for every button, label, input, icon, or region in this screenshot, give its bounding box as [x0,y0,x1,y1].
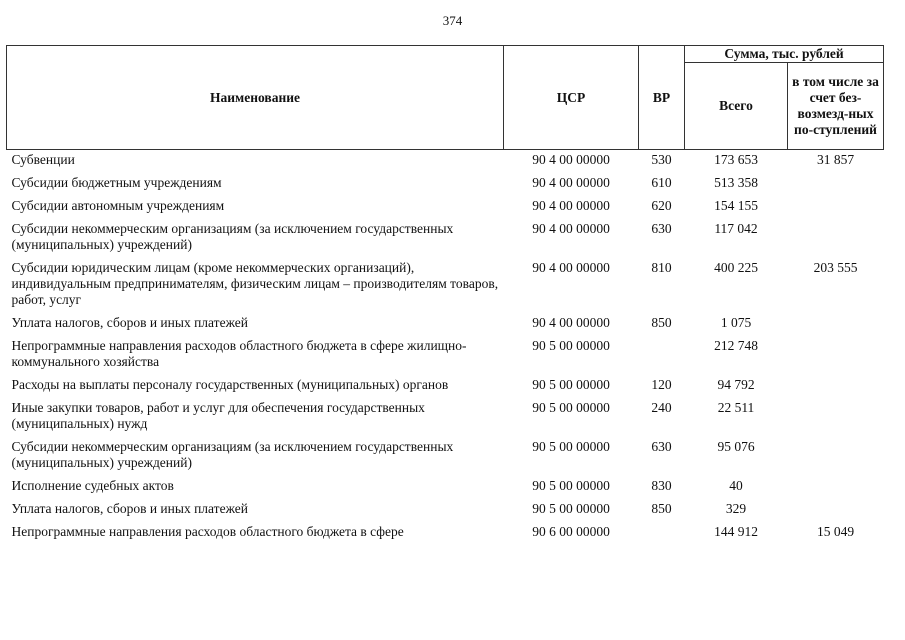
cell-csr: 90 5 00 00000 [532,478,610,493]
cell-free [788,221,884,260]
cell-vr: 120 [651,377,672,392]
cell-free [788,175,884,198]
cell-free: 31 857 [816,152,855,167]
cell-total: 212 748 [714,338,758,353]
cell-vr: 240 [651,400,672,415]
header-csr: ЦСР [504,46,639,150]
page-number: 374 [442,13,463,28]
cell-name: Непрограммные направления расходов областного бюджета в сфере жилищно-коммунального хозяйства [11,338,467,369]
cell-csr: 90 5 00 00000 [532,439,610,454]
cell-total: 94 792 [717,377,755,392]
cell-name: Субсидии некоммерческим организациям (за исключением государственных (муниципальных) учреждений) [11,439,454,470]
header-sum: Сумма, тыс. рублей [685,46,884,63]
cell-csr: 90 4 00 00000 [532,175,610,190]
cell-free [788,478,884,501]
cell-vr: 850 [651,501,672,516]
cell-free: 203 555 [813,260,858,275]
cell-vr: 620 [651,198,672,213]
cell-total: 400 225 [714,260,758,275]
cell-free [788,377,884,400]
cell-name: Субсидии автономным учреждениям [11,198,225,213]
cell-free: 15 049 [816,524,855,539]
table-body [7,150,884,548]
cell-name: Расходы на выплаты персоналу государственных (муниципальных) органов [11,377,449,392]
cell-vr [639,338,685,377]
cell-name: Уплата налогов, сборов и иных платежей [11,501,248,516]
cell-name: Иные закупки товаров, работ и услуг для обеспечения государственных (муниципальных) нужд [11,400,425,431]
cell-csr: 90 5 00 00000 [532,377,610,392]
cell-free [788,400,884,439]
cell-total: 144 912 [714,524,758,539]
cell-total: 173 653 [714,152,758,167]
table-header [7,46,884,150]
table-row [7,377,884,400]
cell-name: Субвенции [11,152,75,167]
cell-total: 154 155 [714,198,758,213]
table-row [7,400,884,439]
header-total: Всего [685,63,788,150]
cell-csr: 90 4 00 00000 [532,221,610,236]
cell-total: 329 [725,501,747,516]
table-row [7,150,884,176]
table-row [7,439,884,478]
cell-vr: 850 [651,315,672,330]
cell-vr: 830 [651,478,672,493]
table-row [7,478,884,501]
cell-free [788,338,884,377]
cell-vr: 810 [651,260,672,275]
cell-vr: 630 [651,221,672,236]
cell-vr: 630 [651,439,672,454]
cell-csr: 90 4 00 00000 [532,260,610,275]
table-row [7,501,884,524]
table-row [7,175,884,198]
cell-total: 95 076 [717,439,755,454]
budget-table [6,45,884,547]
cell-vr [639,524,685,547]
table-row [7,260,884,315]
cell-csr: 90 6 00 00000 [532,524,610,539]
cell-csr: 90 4 00 00000 [532,152,610,167]
cell-csr: 90 5 00 00000 [532,501,610,516]
cell-name: Непрограммные направления расходов областного бюджета в сфере [11,524,404,539]
table-row [7,315,884,338]
cell-vr: 610 [651,175,672,190]
header-free: в том числе за счет без-возмезд-ных по-ступлений [788,63,884,150]
cell-csr: 90 4 00 00000 [532,198,610,213]
cell-csr: 90 5 00 00000 [532,338,610,353]
cell-free [788,315,884,338]
table-row [7,198,884,221]
cell-free [788,501,884,524]
cell-csr: 90 5 00 00000 [532,400,610,415]
cell-csr: 90 4 00 00000 [532,315,610,330]
cell-total: 1 075 [720,315,752,330]
cell-name: Субсидии бюджетным учреждениям [11,175,222,190]
cell-total: 513 358 [714,175,758,190]
cell-total: 117 042 [714,221,758,236]
cell-name: Субсидии некоммерческим организациям (за исключением государственных (муниципальных) учреждений) [11,221,454,252]
table-row [7,338,884,377]
table-row [7,524,884,547]
cell-total: 22 511 [717,400,755,415]
cell-free [788,439,884,478]
cell-total: 40 [729,478,743,493]
cell-name: Субсидии юридическим лицам (кроме некоммерческих организаций), индивидуальным предпринимателям, физическим лицам – производителям товаров, работ, услуг [11,260,499,307]
table-row [7,221,884,260]
cell-free [788,198,884,221]
header-name: Наименование [7,46,504,150]
header-vr: ВР [639,46,685,150]
cell-name: Уплата налогов, сборов и иных платежей [11,315,248,330]
cell-name: Исполнение судебных актов [11,478,174,493]
cell-vr: 530 [651,152,672,167]
